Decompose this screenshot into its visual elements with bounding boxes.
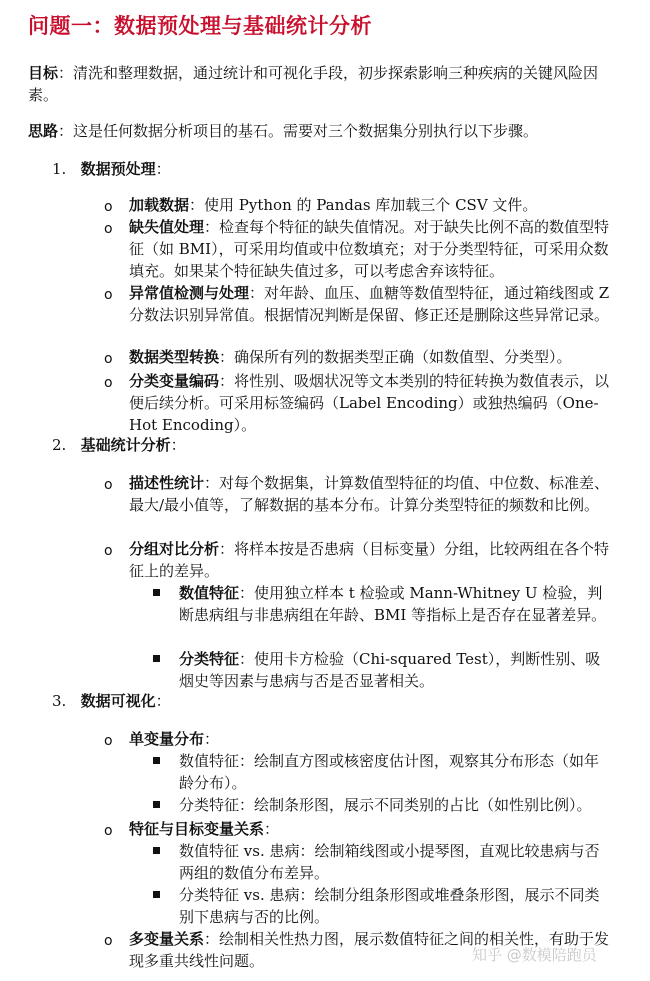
page-title: 问题一：数据预处理与基础统计分析 (28, 13, 372, 38)
item-text: ： (204, 730, 220, 748)
step-number: 1. (52, 160, 67, 178)
square-bullet-icon (153, 847, 160, 854)
sub-list-item (179, 884, 611, 928)
item-text: 数值特征：绘制直方图或核密度估计图，观察其分布形态（如年龄分布）。 (179, 752, 600, 792)
item-label: 数据类型转换 (129, 348, 220, 366)
step-number: 2. (52, 436, 67, 454)
item-text: ：使用独立样本 t 检验或 Mann-Whitney U 检验，判断患病组与非患病组在年龄、BMI 等指标上是否存在显著差异。 (179, 584, 607, 624)
step-title: 数据可视化 (80, 692, 156, 710)
circle-bullet-icon: o (104, 221, 113, 237)
square-bullet-icon (153, 589, 160, 596)
item-text: ：将性别、吸烟状况等文本类别的特征转换为数值表示，以便后续分析。可采用标签编码（Label Encoding）或独热编码（One-Hot Encoding）。 (129, 372, 610, 434)
step-2-heading (52, 434, 186, 456)
list-item (129, 282, 611, 326)
item-label: 分类变量编码 (129, 372, 220, 390)
item-label: 分类特征 (179, 650, 240, 668)
item-label: 多变量关系 (129, 930, 205, 948)
square-bullet-icon (153, 801, 160, 808)
item-text: ：确保所有列的数据类型正确（如数值型、分类型）。 (219, 348, 572, 366)
square-bullet-icon (153, 891, 160, 898)
square-bullet-icon (153, 655, 160, 662)
step-number: 3. (52, 692, 67, 710)
item-label: 单变量分布 (129, 730, 205, 748)
sub-list-item (179, 750, 611, 794)
approach-label: 思路 (28, 122, 59, 140)
item-text: ：对每个数据集，计算数值型特征的均值、中位数、标准差、最大/最小值等，了解数据的基本分布。计算分类型特征的频数和比例。 (129, 474, 610, 514)
sub-list-item (179, 794, 611, 816)
sub-list-item (179, 582, 611, 626)
item-text: 数值特征 vs. 患病：绘制箱线图或小提琴图，直观比较患病与否两组的数值分布差异。 (179, 842, 600, 882)
circle-bullet-icon: o (104, 823, 113, 839)
item-text: ：检查每个特征的缺失值情况。对于缺失比例不高的数值型特征（如 BMI），可采用均值或中位数填充；对于分类型特征，可采用众数填充。如果某个特征缺失值过多，可以考虑舍弃该特征。 (129, 218, 610, 280)
step-colon: ： (155, 160, 171, 178)
item-text: ：使用卡方检验（Chi-squared Test），判断性别、吸烟史等因素与患病与否是否显著相关。 (179, 650, 601, 690)
item-label: 加载数据 (129, 196, 190, 214)
square-bullet-icon (153, 757, 160, 764)
watermark: 知乎 @数模陪跑员 (472, 946, 597, 964)
step-colon: ： (170, 436, 186, 454)
circle-bullet-icon: o (104, 199, 113, 215)
list-item (129, 194, 611, 216)
list-item (129, 472, 611, 516)
list-item (129, 728, 611, 750)
goal-text: ：清洗和整理数据，通过统计和可视化手段，初步探索影响三种疾病的关键风险因素。 (28, 64, 599, 104)
list-item (129, 538, 611, 582)
goal-paragraph (28, 62, 618, 106)
list-item (129, 216, 611, 282)
item-label: 描述性统计 (129, 474, 205, 492)
circle-bullet-icon: o (104, 351, 113, 367)
step-1-heading (52, 158, 171, 180)
list-item (129, 370, 611, 436)
step-title: 数据预处理 (80, 160, 156, 178)
approach-paragraph (28, 120, 618, 142)
circle-bullet-icon: o (104, 733, 113, 749)
goal-label: 目标 (28, 64, 59, 82)
item-label: 数值特征 (179, 584, 240, 602)
circle-bullet-icon: o (104, 933, 113, 949)
list-item (129, 818, 611, 840)
step-colon: ： (155, 692, 171, 710)
circle-bullet-icon: o (104, 375, 113, 391)
step-3-heading (52, 690, 171, 712)
item-text: ：绘制相关性热力图，展示数值特征之间的相关性，有助于发现多重共线性问题。 (129, 930, 610, 970)
item-label: 分组对比分析 (129, 540, 220, 558)
item-text: 分类特征：绘制条形图，展示不同类别的占比（如性别比例）。 (179, 796, 592, 814)
sub-list-item (179, 648, 611, 692)
item-text: 分类特征 vs. 患病：绘制分组条形图或堆叠条形图，展示不同类别下患病与否的比例。 (179, 886, 600, 926)
item-label: 异常值检测与处理 (129, 284, 250, 302)
item-label: 特征与目标变量关系 (129, 820, 265, 838)
approach-text: ：这是任何数据分析项目的基石。需要对三个数据集分别执行以下步骤。 (58, 122, 539, 140)
item-label: 缺失值处理 (129, 218, 205, 236)
list-item (129, 346, 611, 368)
item-text: ： (264, 820, 280, 838)
circle-bullet-icon: o (104, 287, 113, 303)
item-text: ：对年龄、血压、血糖等数值型特征，通过箱线图或 Z 分数法识别异常值。根据情况判断是保留、修正还是删除这些异常记录。 (129, 284, 610, 324)
step-title: 基础统计分析 (80, 436, 171, 454)
circle-bullet-icon: o (104, 477, 113, 493)
circle-bullet-icon: o (104, 543, 113, 559)
item-text: ：使用 Python 的 Pandas 库加载三个 CSV 文件。 (189, 196, 538, 214)
item-text: ：将样本按是否患病（目标变量）分组，比较两组在各个特征上的差异。 (129, 540, 610, 580)
sub-list-item (179, 840, 611, 884)
